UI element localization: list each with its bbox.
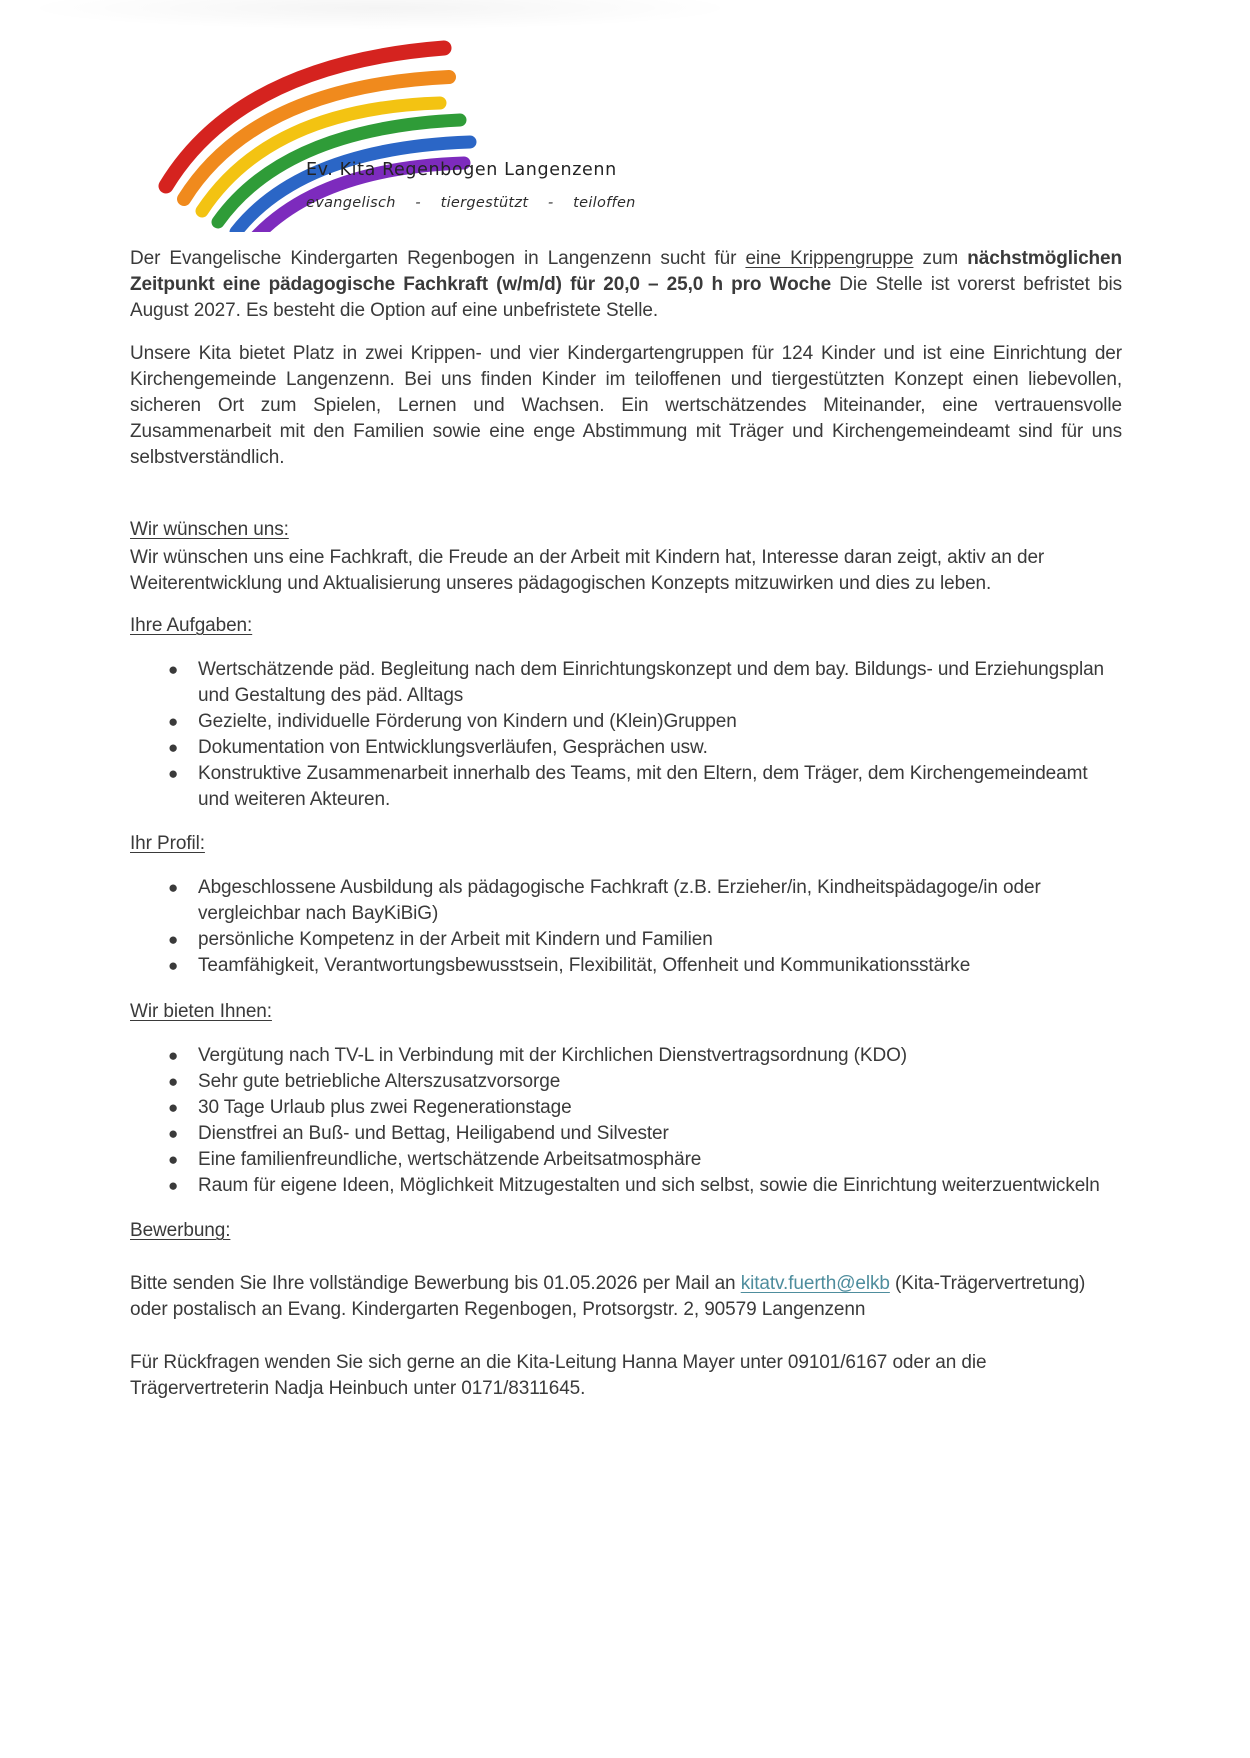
task-list-item [168, 657, 1122, 709]
profile-item-text: persönliche Kompetenz in der Arbeit mit Kindern und Familien [198, 929, 713, 950]
intro-text-before: Der Evangelische Kindergarten Regenbogen in Langenzenn sucht für [130, 248, 746, 269]
tasks-list [130, 657, 1122, 813]
offer-item-text: Eine familienfreundliche, wertschätzende Arbeitsatmosphäre [198, 1149, 702, 1170]
profile-list-item [168, 875, 1122, 927]
profile-item-text: Teamfähigkeit, Verantwortungsbewusstsein, Flexibilität, Offenheit und Kommunikationsstärke [198, 955, 971, 976]
task-item-text: Wertschätzende päd. Begleitung nach dem Einrichtungskonzept und dem bay. Bildungs- und Erziehungsplan und Gestaltung des päd. Alltags [198, 659, 1105, 706]
task-list-item [168, 761, 1122, 813]
wishes-paragraph: Wir wünschen uns eine Fachkraft, die Freude an der Arbeit mit Kindern hat, Interesse daran zeigt, aktiv an der Weiterentwicklung und Aktualisierung unseres pädagogischen Konzepts mitzuwirken und dies zu leben. [130, 547, 1045, 594]
intro-underlined-phrase: eine Krippengruppe [745, 248, 914, 269]
profile-item-text: Abgeschlossene Ausbildung als pädagogische Fachkraft (z.B. Erzieher/in, Kindheitspädagoge/in oder vergleichbar nach BayKiBiG) [198, 877, 1041, 924]
offer-item-text: Raum für eigene Ideen, Möglichkeit Mitzugestalten und sich selbst, sowie die Einrichtung weiterzuentwickeln [198, 1175, 1100, 1196]
offer-list-item [168, 1121, 1122, 1147]
about-paragraph: Unsere Kita bietet Platz in zwei Krippen- und vier Kindergartengruppen für 124 Kinder und ist eine Einrichtung der Kirchengemeinde Langenzenn. Bei uns finden Kinder im teiloffenen und tiergestützten Konzept einen liebevollen, sicheren Ort zum Spielen, Lernen und Wachsen. Ein wertschätzendes Miteinander, eine vertrauensvolle Zusammenarbeit mit den Familien sowie eine enge Abstimmung mit Träger und Kirchengemeindeamt sind für uns selbstverständlich. [130, 343, 1122, 468]
bullet-icon: ● [168, 1098, 179, 1117]
bullet-icon: ● [168, 956, 179, 975]
bullet-icon: ● [168, 878, 179, 897]
contact-paragraph: Für Rückfragen wenden Sie sich gerne an die Kita-Leitung Hanna Mayer unter 09101/6167 oder an die Trägervertreterin Nadja Heinbuch unter 0171/8311645. [130, 1352, 987, 1399]
bullet-icon: ● [168, 660, 179, 679]
bullet-icon: ● [168, 738, 179, 757]
profile-list [130, 875, 1122, 979]
bullet-icon: ● [168, 930, 179, 949]
application-email-link[interactable]: kitatv.fuerth@elkb [740, 1273, 890, 1294]
offer-heading: Wir bieten Ihnen: [130, 1001, 272, 1022]
offer-item-text: 30 Tage Urlaub plus zwei Regenerationstage [198, 1097, 572, 1118]
bullet-icon: ● [168, 1046, 179, 1065]
bullet-icon: ● [168, 1124, 179, 1143]
application-paragraph [130, 1271, 1122, 1323]
application-heading: Bewerbung: [130, 1220, 231, 1241]
offer-item-text: Sehr gute betriebliche Alterszusatzvorsorge [198, 1071, 561, 1092]
bullet-icon: ● [168, 1176, 179, 1195]
task-list-item [168, 735, 1122, 761]
intro-text-between: zum [913, 248, 968, 269]
logo-tagline: evangelisch - tiergestützt - teiloffen [306, 195, 636, 211]
profile-list-item [168, 927, 1122, 953]
task-item-text: Dokumentation von Entwicklungsverläufen, Gesprächen usw. [198, 737, 708, 758]
offer-item-text: Dienstfrei an Buß- und Bettag, Heiligabend und Silvester [198, 1123, 669, 1144]
offer-list-item [168, 1173, 1122, 1199]
offer-list-item [168, 1043, 1122, 1069]
task-list-item [168, 709, 1122, 735]
intro-bold-phrase: nächstmöglichen Zeitpunkt eine pädagogische Fachkraft (w/m/d) für 20,0 – 25,0 h pro Woche [130, 248, 1123, 295]
bullet-icon: ● [168, 1072, 179, 1091]
offer-list-item [168, 1095, 1122, 1121]
offer-list-item [168, 1147, 1122, 1173]
wishes-heading: Wir wünschen uns: [130, 519, 289, 540]
task-item-text: Gezielte, individuelle Förderung von Kindern und (Klein)Gruppen [198, 711, 737, 732]
profile-list-item [168, 953, 1122, 979]
offer-item-text: Vergütung nach TV-L in Verbindung mit der Kirchlichen Dienstvertragsordnung (KDO) [198, 1045, 908, 1066]
application-text-before: Bitte senden Sie Ihre vollständige Bewerbung bis 01.05.2026 per Mail an [130, 1273, 741, 1294]
intro-text-after: Die Stelle ist vorerst befristet bis August 2027. Es besteht die Option auf eine unbefristete Stelle. [130, 274, 1122, 321]
bullet-icon: ● [168, 712, 179, 731]
logo-title: Ev. Kita Regenbogen Langenzenn [306, 160, 617, 180]
application-text-after: (Kita-Trägervertretung) oder postalisch an Evang. Kindergarten Regenbogen, Protsorgstr. 2, 90579 Langenzenn [130, 1273, 1086, 1320]
bullet-icon: ● [168, 764, 179, 783]
tasks-heading: Ihre Aufgaben: [130, 615, 253, 636]
profile-heading: Ihr Profil: [130, 833, 205, 854]
task-item-text: Konstruktive Zusammenarbeit innerhalb des Teams, mit den Eltern, dem Träger, dem Kirchengemeindeamt und weiteren Akteuren. [198, 763, 1088, 810]
offer-list [130, 1043, 1122, 1199]
kita-logo [130, 0, 1122, 238]
bullet-icon: ● [168, 1150, 179, 1169]
intro-paragraph [130, 246, 1122, 324]
offer-list-item [168, 1069, 1122, 1095]
